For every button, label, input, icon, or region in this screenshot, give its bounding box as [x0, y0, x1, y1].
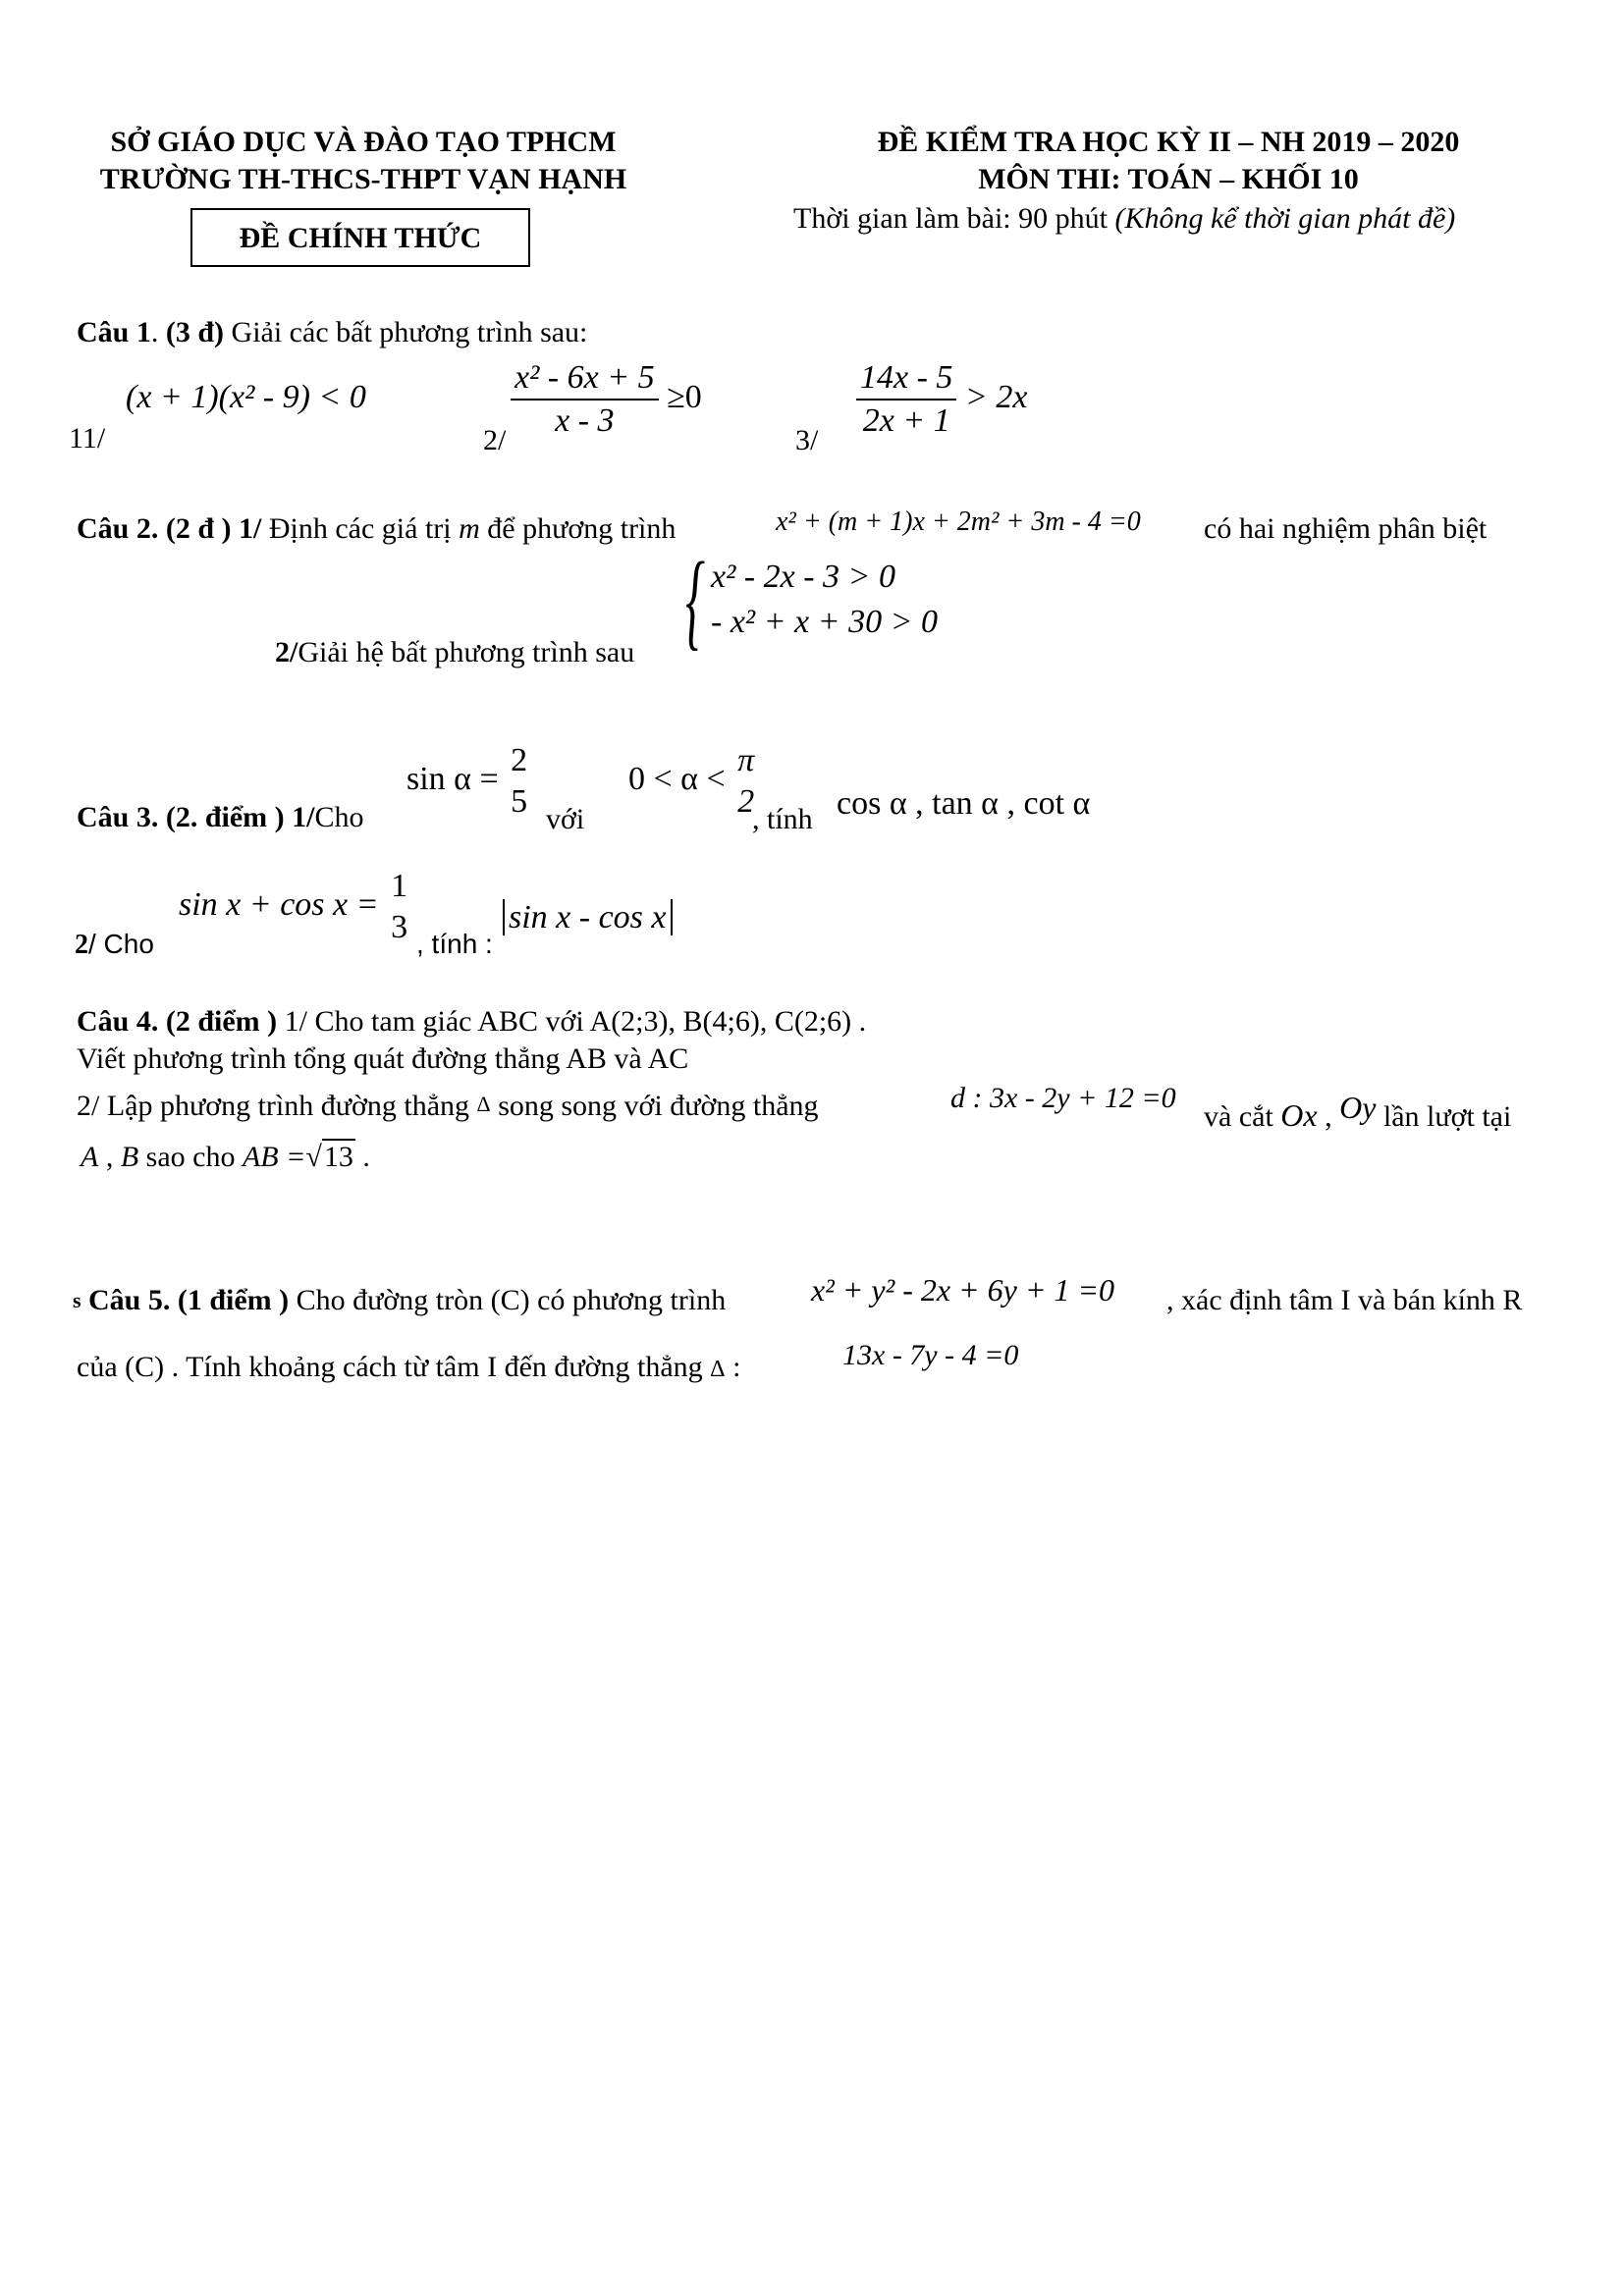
q4-label: Câu 4. (2 điểm ): [77, 1005, 278, 1038]
sqrt-icon: √: [305, 1141, 322, 1173]
q1-dot: .: [150, 316, 159, 348]
q5-stray-mark: s: [73, 1288, 81, 1312]
q4-point-b: B: [120, 1141, 139, 1173]
q1-p1-label: 11/: [69, 422, 106, 454]
q4-line3-d: lần lượt tại: [1376, 1100, 1512, 1133]
q3-p2-tinh: , tính :: [416, 929, 493, 959]
q1-p3-relation: > 2x: [964, 378, 1028, 415]
q5-text2: , xác định tâm I và bán kính R: [1166, 1284, 1523, 1316]
q4-line1: [77, 1005, 866, 1039]
q5-line2: [77, 1351, 740, 1384]
q3-range-lhs: 0 < α <: [628, 760, 726, 797]
q2-p1-equation: x² + (m + 1)x + 2m² + 3m - 4 =0: [776, 507, 1141, 537]
q4-line2: Viết phương trình tổng quát đường thẳng AB và AC: [77, 1042, 689, 1075]
q2-p2-label: 2/: [275, 636, 298, 668]
exam-subject: MÔN THI: TOÁN – KHỐI 10: [978, 163, 1359, 195]
q3-p2-den: 3: [391, 909, 408, 945]
q2-p2-text: Giải hệ bất phương trình sau: [298, 636, 635, 668]
q4-line3-b: song song với đường thẳng: [490, 1090, 819, 1122]
q3-range: [628, 742, 758, 821]
q4-line1-text: 1/ Cho tam giác ABC với A(2;3), B(4;6), C(2;6) .: [277, 1005, 867, 1038]
q2-p1-label: 1/: [231, 512, 262, 545]
q4-oy: Oy: [1339, 1090, 1377, 1125]
q4-ab-radicand: 13: [323, 1141, 353, 1173]
q3-p2-given: [179, 868, 411, 946]
q5-colon: :: [725, 1351, 741, 1383]
q3-sin-den: 5: [511, 783, 528, 820]
q5-circle-eq: x² + y² - 2x + 6y + 1 =0: [811, 1272, 1115, 1308]
q3-sin-lhs: sin α =: [406, 760, 499, 797]
q3-cho: Cho: [314, 801, 364, 833]
q1-p3-numerator: 14x - 5: [856, 359, 956, 400]
q2-p1-tail: có hai nghiệm phân biệt: [1204, 512, 1488, 545]
q1-p2-relation: ≥0: [667, 378, 702, 415]
q2-line1: [77, 512, 676, 546]
q5-line2-text: của (C) . Tính khoảng cách từ tâm I đến đường thẳng: [77, 1351, 711, 1383]
q3-p2-target-wrap: [503, 899, 673, 936]
official-exam-box: ĐỀ CHÍNH THỨC: [190, 208, 530, 267]
q3-targets: cos α , tan α , cot α: [837, 785, 1091, 822]
q4-ox: Ox: [1280, 1097, 1318, 1133]
q5-text1: Cho đường tròn (C) có phương trình: [289, 1284, 727, 1316]
q3-voi: với: [546, 803, 585, 835]
q1-heading: [77, 316, 587, 349]
exam-title: ĐỀ KIỂM TRA HỌC KỲ II – NH 2019 – 2020: [877, 126, 1460, 158]
q1-p2-expr: [511, 359, 702, 440]
school-name: TRƯỜNG TH-THCS-THPT VẠN HẠNH: [99, 163, 627, 195]
q1-text: Giải các bất phương trình sau:: [224, 316, 588, 348]
q4-line3-a: 2/ Lập phương trình đường thẳng: [77, 1090, 477, 1122]
q2-p1-var: m: [459, 512, 480, 545]
q3-sin-fraction: [507, 742, 531, 821]
q2-system-group: [674, 540, 939, 660]
q4-line3-c-text: và cắt: [1204, 1100, 1281, 1133]
q3-label: Câu 3. (2. điểm ) 1/: [77, 801, 315, 833]
q4-line3: [77, 1090, 819, 1123]
delta-symbol: Δ: [476, 1092, 491, 1116]
q1-p2-fraction: [511, 359, 659, 440]
exam-time: [793, 202, 1455, 236]
q2-system-rows: [711, 559, 938, 641]
q4-period: .: [354, 1141, 370, 1173]
q4-line3-c: [1204, 1090, 1511, 1134]
q5-delta: Δ: [710, 1357, 726, 1382]
q1-p2-label: 2/: [483, 424, 507, 456]
q2-system: [674, 540, 939, 660]
q5-label: Câu 5. (1 điểm ): [88, 1284, 290, 1316]
q3-pi-num: π: [737, 742, 755, 778]
q3-tinh: , tính: [752, 803, 813, 835]
q3-pi-den: 2: [737, 783, 755, 820]
q4-comma: ,: [1317, 1100, 1340, 1133]
system-brace-icon: {: [685, 540, 705, 660]
q1-p3-fraction: [856, 359, 956, 440]
q1-p1-expr: (x + 1)(x² - 9) < 0: [126, 379, 366, 415]
q3-p2-fraction: [387, 868, 411, 946]
q4-line4-comma: ,: [98, 1141, 121, 1173]
q4-line4: [81, 1141, 370, 1174]
q1-p3-expr: [856, 359, 1027, 440]
q2-system-row1: x² - 2x - 3 > 0: [711, 559, 895, 595]
q3-sin-num: 2: [511, 742, 528, 778]
q2-p1-text: Định các giá trị: [261, 512, 460, 545]
q1-label: Câu 1: [77, 316, 151, 348]
q4-line4-c: sao cho: [138, 1141, 243, 1173]
time-note: (Không kể thời gian phát đề): [1114, 202, 1456, 235]
q1-p2-denominator: x - 3: [555, 402, 615, 439]
q1-p2-numerator: x² - 6x + 5: [511, 359, 659, 400]
q2-label: Câu 2. (2 đ ): [77, 512, 232, 545]
q3-p2-num: 1: [391, 868, 408, 904]
q3-p2-target: sin x - cos x: [503, 899, 673, 935]
q1-p3-denominator: 2x + 1: [862, 402, 950, 439]
q3-p2-lhs: sin x + cos x =: [179, 885, 379, 923]
school-department: SỞ GIÁO DỤC VÀ ĐÀO TẠO TPHCM: [110, 126, 617, 158]
q1-points: (3 đ): [165, 316, 225, 348]
q5-line1: [88, 1284, 726, 1317]
q3-p2-label: 2/ Cho: [75, 929, 154, 960]
time-label: Thời gian làm bài: 90 phút: [793, 202, 1115, 235]
q3-sin-given: [406, 742, 531, 821]
q4-point-a: A: [81, 1141, 99, 1173]
q1-p3-label: 3/: [795, 424, 819, 456]
q2-p2-line: [275, 636, 634, 669]
q4-ab-lhs: AB =: [242, 1141, 306, 1173]
q2-system-row2: - x² + x + 30 > 0: [711, 604, 939, 640]
q2-p1-text2: để phương trình: [479, 512, 677, 545]
q5-line-eq: 13x - 7y - 4 =0: [842, 1339, 1019, 1371]
q3-line1: [77, 801, 364, 834]
q4-line-d: d : 3x - 2y + 12 =0: [950, 1082, 1176, 1114]
